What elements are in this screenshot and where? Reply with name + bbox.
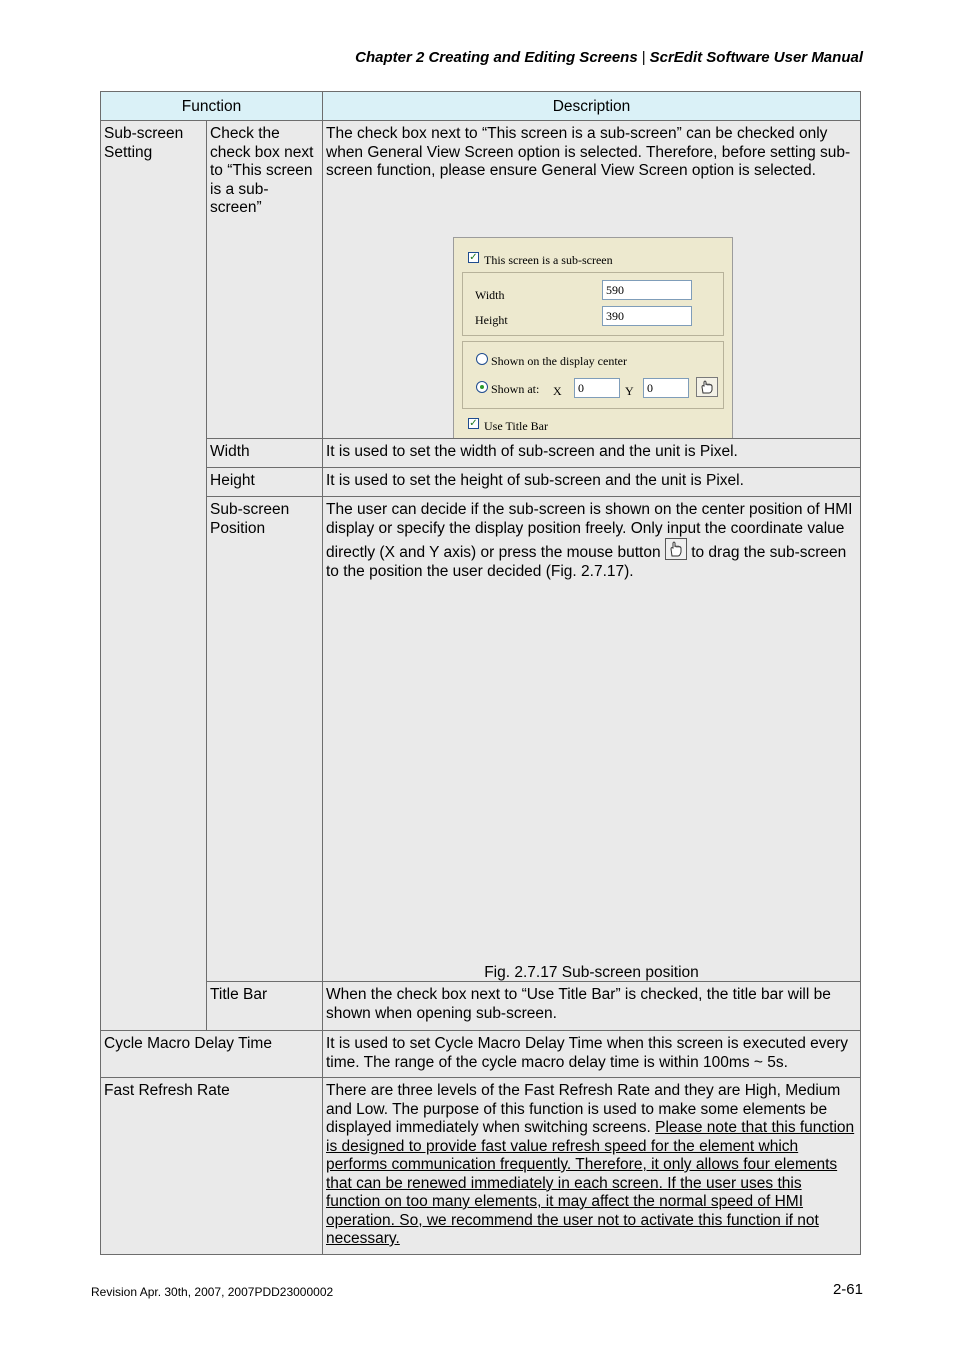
row7-underlined-note: Please note that this function is designed to provide fast value refresh speed for the element which performs communication frequently. Therefore, it only allows four elements that can be renewed immediately in each screen. If the user uses this function on too many elements, it may affect the normal speed of HMI operation. So, we recommend the user not to activate this function if not necessary. (326, 1119, 855, 1247)
row4-description-text (326, 501, 857, 581)
radio-shown-at[interactable] (476, 381, 488, 393)
radio-shown-at-label: Shown at: (491, 382, 540, 396)
column-header-description: Description (322, 91, 861, 121)
row4-function-text: Sub-screen Position (210, 501, 290, 537)
figure-2-7-17-caption: Fig. 2.7.17 Sub-screen position (484, 964, 699, 981)
subscreen-position-function (206, 496, 323, 982)
title-bar-checkbox[interactable]: ✓ (469, 418, 478, 429)
row1-function-text: Check the check box next to “This screen is a sub-screen” (210, 125, 314, 216)
column-header-function: Function (100, 91, 323, 121)
width-label: Width (475, 288, 505, 302)
subscreen-checkbox-label: This screen is a sub-screen (484, 253, 613, 267)
row2-function-text: Width (210, 443, 250, 460)
radio-display-center-label: Shown on the display center (491, 354, 627, 368)
subscreen-setting-label (100, 120, 207, 1031)
row4-description-part2: to drag the sub-screen to the position the user decided (Fig. 2.7.17). (326, 544, 847, 580)
cycle-macro-function (100, 1030, 323, 1078)
fast-refresh-description (322, 1077, 861, 1255)
subscreen-position-description (322, 496, 861, 982)
header-separator: | (641, 49, 646, 66)
title-bar-description (322, 981, 861, 1031)
y-label: Y (625, 384, 634, 398)
x-label: X (553, 384, 562, 398)
subscreen-checkbox[interactable]: ✓ (469, 252, 478, 263)
width-function (206, 438, 323, 468)
row5-description-text: When the check box next to “Use Title Bar” is checked, the title bar will be shown when opening sub-screen. (326, 986, 831, 1022)
x-input[interactable]: 0 (574, 378, 620, 398)
page-number: 2-61 (832, 1281, 863, 1298)
checkbox-subscreen-function (206, 120, 323, 439)
height-label: Height (475, 313, 508, 327)
hand-cursor-icon (665, 538, 687, 560)
hand-cursor-icon (697, 378, 717, 396)
row6-function-text: Cycle Macro Delay Time (104, 1035, 272, 1052)
row4-description-part1: The user can decide if the sub-screen is shown on the center position of HMI display or specify the display position freely. Only input the coordinate value directly (X and Y axis) or press the mouse button (326, 501, 853, 561)
title-bar-function (206, 981, 323, 1031)
title-bar-checkbox-label: Use Title Bar (484, 419, 549, 433)
row2-description-text: It is used to set the width of sub-screen and the unit is Pixel. (326, 443, 738, 460)
manual-title: ScrEdit Software User Manual (649, 49, 863, 66)
drag-position-button[interactable] (696, 377, 718, 397)
row7-description-text: There are three levels of the Fast Refresh Rate and they are High, Medium and Low. The purpose of this function is used to make some elements be displayed immediately when switching screens. (326, 1082, 841, 1136)
chapter-title: Chapter 2 Creating and Editing Screens (355, 49, 638, 66)
row3-description-text: It is used to set the height of sub-screen and the unit is Pixel. (326, 472, 744, 489)
y-input[interactable]: 0 (643, 378, 689, 398)
subscreen-setting-text: Sub-screen Setting (104, 125, 184, 161)
subscreen-settings-dialog (453, 237, 733, 439)
row7-function-text: Fast Refresh Rate (104, 1082, 230, 1099)
height-description (322, 467, 861, 497)
fast-refresh-function (100, 1077, 323, 1255)
row1-description (322, 120, 861, 439)
footer-revision: Revision Apr. 30th, 2007, 2007PDD23000002 (91, 1285, 334, 1299)
cycle-macro-description (322, 1030, 861, 1078)
row5-function-text: Title Bar (210, 986, 268, 1003)
page-header (355, 49, 863, 66)
row3-function-text: Height (210, 472, 255, 489)
height-function (206, 467, 323, 497)
function-table (100, 91, 861, 1255)
row1-description-text: The check box next to “This screen is a sub-screen” can be checked only when General View Screen option is selected. Therefore, before setting sub-screen function, please ensure General View Screen option is selected. (326, 125, 851, 179)
row6-description-text: It is used to set Cycle Macro Delay Time when this screen is executed every time. The range of the cycle macro delay time is within 100ms ~ 5s. (326, 1035, 849, 1071)
width-input[interactable]: 590 (602, 280, 692, 300)
height-input[interactable]: 390 (602, 306, 692, 326)
width-description (322, 438, 861, 468)
radio-display-center[interactable] (476, 353, 488, 365)
